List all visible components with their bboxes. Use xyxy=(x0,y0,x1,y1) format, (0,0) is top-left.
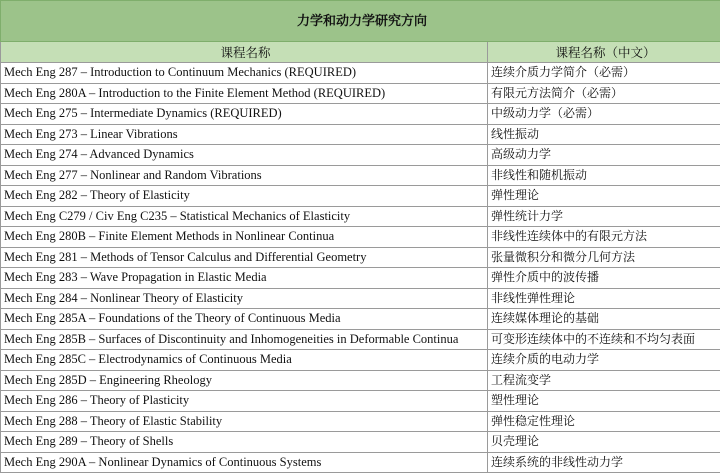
table-header-row xyxy=(1,42,720,63)
course-name-zh: 高级动力学 xyxy=(488,145,720,166)
course-name-zh: 贝壳理论 xyxy=(488,432,720,453)
table-row xyxy=(1,227,720,248)
table-row xyxy=(1,206,720,227)
table-row xyxy=(1,350,720,371)
course-name-en: Mech Eng 285B – Surfaces of Discontinuity and Inhomogeneities in Deformable Continua xyxy=(1,329,488,350)
course-name-zh: 弹性理论 xyxy=(488,186,720,207)
table-body xyxy=(1,63,720,473)
course-name-zh: 塑性理论 xyxy=(488,391,720,412)
course-name-en: Mech Eng 280B – Finite Element Methods in Nonlinear Continua xyxy=(1,227,488,248)
header-course-name-zh: 课程名称（中文） xyxy=(488,42,720,63)
course-name-en: Mech Eng 285A – Foundations of the Theory of Continuous Media xyxy=(1,309,488,330)
course-name-zh: 弹性稳定性理论 xyxy=(488,411,720,432)
table-row xyxy=(1,124,720,145)
course-name-en: Mech Eng 284 – Nonlinear Theory of Elasticity xyxy=(1,288,488,309)
table-row xyxy=(1,288,720,309)
table-title-row xyxy=(1,1,720,42)
course-name-en: Mech Eng 273 – Linear Vibrations xyxy=(1,124,488,145)
course-name-zh: 工程流变学 xyxy=(488,370,720,391)
course-name-zh: 非线性弹性理论 xyxy=(488,288,720,309)
course-name-zh: 中级动力学（必需） xyxy=(488,104,720,125)
course-name-en: Mech Eng 286 – Theory of Plasticity xyxy=(1,391,488,412)
course-name-zh: 弹性统计力学 xyxy=(488,206,720,227)
table-row xyxy=(1,165,720,186)
course-name-en: Mech Eng 285C – Electrodynamics of Continuous Media xyxy=(1,350,488,371)
course-name-zh: 非线性连续体中的有限元方法 xyxy=(488,227,720,248)
course-name-zh: 连续介质力学简介（必需） xyxy=(488,63,720,84)
course-name-zh: 连续介质的电动力学 xyxy=(488,350,720,371)
table-row xyxy=(1,104,720,125)
table-row xyxy=(1,452,720,473)
course-name-en: Mech Eng 277 – Nonlinear and Random Vibrations xyxy=(1,165,488,186)
course-name-en: Mech Eng 290A – Nonlinear Dynamics of Continuous Systems xyxy=(1,452,488,473)
table-row xyxy=(1,329,720,350)
header-course-name: 课程名称 xyxy=(1,42,488,63)
course-name-en: Mech Eng 281 – Methods of Tensor Calculus and Differential Geometry xyxy=(1,247,488,268)
course-name-zh: 张量微积分和微分几何方法 xyxy=(488,247,720,268)
table-row xyxy=(1,83,720,104)
course-name-zh: 线性振动 xyxy=(488,124,720,145)
table-row xyxy=(1,145,720,166)
course-name-en: Mech Eng 287 – Introduction to Continuum Mechanics (REQUIRED) xyxy=(1,63,488,84)
course-name-zh: 有限元方法简介（必需） xyxy=(488,83,720,104)
table-row xyxy=(1,391,720,412)
table-row xyxy=(1,247,720,268)
course-name-en: Mech Eng 283 – Wave Propagation in Elastic Media xyxy=(1,268,488,289)
course-name-en: Mech Eng 288 – Theory of Elastic Stability xyxy=(1,411,488,432)
table-title: 力学和动力学研究方向 xyxy=(1,1,720,42)
course-name-zh: 弹性介质中的波传播 xyxy=(488,268,720,289)
course-name-en: Mech Eng C279 / Civ Eng C235 – Statistical Mechanics of Elasticity xyxy=(1,206,488,227)
course-name-en: Mech Eng 282 – Theory of Elasticity xyxy=(1,186,488,207)
table-row xyxy=(1,63,720,84)
table-row xyxy=(1,186,720,207)
table-row xyxy=(1,268,720,289)
table-row xyxy=(1,411,720,432)
course-name-en: Mech Eng 274 – Advanced Dynamics xyxy=(1,145,488,166)
table-row xyxy=(1,432,720,453)
table-row xyxy=(1,309,720,330)
course-name-en: Mech Eng 285D – Engineering Rheology xyxy=(1,370,488,391)
course-name-zh: 连续系统的非线性动力学 xyxy=(488,452,720,473)
course-name-zh: 非线性和随机振动 xyxy=(488,165,720,186)
course-name-en: Mech Eng 280A – Introduction to the Finite Element Method (REQUIRED) xyxy=(1,83,488,104)
course-name-zh: 连续媒体理论的基础 xyxy=(488,309,720,330)
table-row xyxy=(1,370,720,391)
course-name-en: Mech Eng 289 – Theory of Shells xyxy=(1,432,488,453)
course-name-en: Mech Eng 275 – Intermediate Dynamics (REQUIRED) xyxy=(1,104,488,125)
course-name-zh: 可变形连续体中的不连续和不均匀表面 xyxy=(488,329,720,350)
